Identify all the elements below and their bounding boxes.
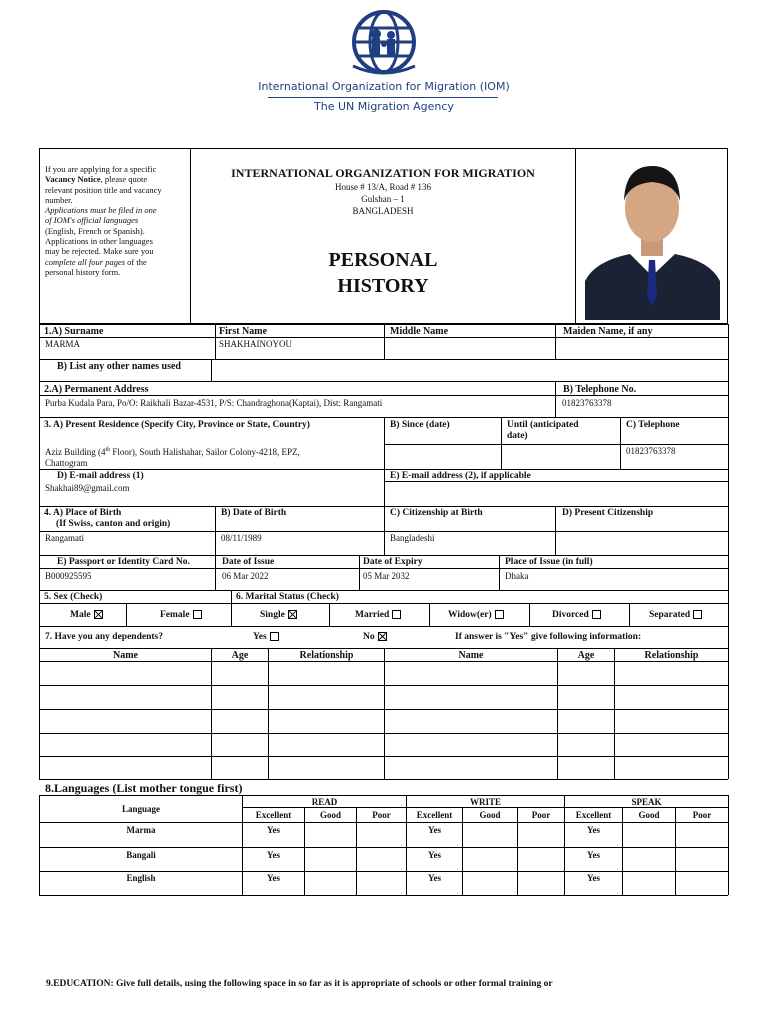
marital-single-option[interactable]: Single: [260, 610, 297, 621]
maiden-name-label: Maiden Name, if any: [563, 326, 653, 337]
lang-row-2-read[interactable]: Yes: [267, 850, 280, 860]
passport-field[interactable]: B000925595: [45, 571, 92, 581]
male-checkbox[interactable]: [94, 610, 103, 619]
maiden-name-field[interactable]: [556, 338, 727, 358]
passport-label: E) Passport or Identity Card No.: [57, 557, 190, 567]
applicant-photo: [585, 156, 720, 320]
present-citizenship-label: D) Present Citizenship: [562, 508, 654, 518]
present-telephone-label: C) Telephone: [626, 420, 680, 430]
lang-col-write: WRITE: [469, 797, 501, 807]
instructions: If you are applying for a specific Vacancy Notice, please quote relevant position title and vacancy number. Applications must be filed in one of IOM's official languages (English, French or Spanish). Applications in other languages may be rejected. Make sure you complete all four pages of the personal history form.: [45, 164, 162, 277]
dep-col-age-2: Age: [577, 650, 595, 661]
org-name-line: International Organization for Migration (IOM): [258, 80, 510, 93]
lang-row-1-speak[interactable]: Yes: [587, 825, 600, 835]
dependents-no-option[interactable]: No: [363, 632, 387, 643]
lang-row-3-write[interactable]: Yes: [428, 873, 441, 883]
email1-label: D) E-mail address (1): [57, 471, 144, 481]
marital-divorced-option[interactable]: Divorced: [552, 610, 601, 621]
date-of-birth-label: B) Date of Birth: [221, 508, 287, 518]
iom-globe-icon: [339, 8, 429, 80]
place-of-birth-label: 4. A) Place of Birth (If Swiss, canton and origin): [44, 508, 171, 529]
surname-field[interactable]: MARMA: [45, 339, 81, 349]
write-excellent: Excellent: [416, 810, 453, 820]
telephone-label: B) Telephone No.: [563, 384, 637, 395]
dep-col-rel-1: Relationship: [299, 650, 354, 661]
sex-female-option[interactable]: Female: [160, 610, 202, 621]
first-name-label: First Name: [219, 326, 268, 337]
married-checkbox[interactable]: [392, 610, 401, 619]
other-names-field[interactable]: [212, 360, 727, 380]
middle-name-field[interactable]: [385, 338, 554, 358]
read-excellent: Excellent: [255, 810, 292, 820]
sex-male-option[interactable]: Male: [70, 610, 103, 621]
lang-row-1-name: Marma: [126, 825, 156, 835]
permanent-address-label: 2.A) Permanent Address: [44, 384, 149, 395]
sex-label: 5. Sex (Check): [44, 592, 103, 602]
lang-row-1-read[interactable]: Yes: [267, 825, 280, 835]
lang-row-2-speak[interactable]: Yes: [587, 850, 600, 860]
other-names-label: B) List any other names used: [57, 361, 181, 372]
lang-row-3-name: English: [126, 873, 156, 883]
since-field[interactable]: [385, 445, 500, 468]
lang-row-3-speak[interactable]: Yes: [587, 873, 600, 883]
email2-field[interactable]: [385, 482, 727, 505]
write-good: Good: [479, 810, 501, 820]
marital-label: 6. Marital Status (Check): [236, 592, 339, 602]
form-title: PERSONAL: [328, 249, 438, 271]
until-label: Until (anticipated date): [507, 420, 579, 441]
lang-row-1-write[interactable]: Yes: [428, 825, 441, 835]
divorced-checkbox[interactable]: [592, 610, 601, 619]
telephone-field[interactable]: 01823763378: [562, 398, 612, 408]
present-residence-label: 3. A) Present Residence (Specify City, Province or State, Country): [44, 420, 310, 430]
since-label: B) Since (date): [390, 420, 450, 430]
date-of-birth-field[interactable]: 08/11/1989: [221, 533, 262, 543]
dependents-yes-checkbox[interactable]: [270, 632, 279, 641]
read-good: Good: [319, 810, 341, 820]
first-name-field[interactable]: SHAKHAINOYOU: [219, 339, 292, 349]
dependents-yes-option[interactable]: Yes: [253, 632, 279, 643]
lang-row-3-read[interactable]: Yes: [267, 873, 280, 883]
marital-married-option[interactable]: Married: [355, 610, 401, 621]
lang-col-language: Language: [121, 804, 160, 814]
dep-col-age-1: Age: [231, 650, 249, 661]
place-of-birth-field[interactable]: Rangamati: [45, 533, 84, 543]
dep-col-name-2: Name: [458, 650, 484, 661]
dep-col-rel-2: Relationship: [644, 650, 699, 661]
present-citizenship-field[interactable]: [556, 532, 727, 554]
widow-checkbox[interactable]: [495, 610, 504, 619]
lang-row-2-name: Bangali: [126, 850, 156, 860]
dependents-question: 7. Have you any dependents?: [45, 632, 163, 642]
iom-logo: [0, 8, 768, 85]
dependents-instructions: If answer is "Yes" give following information:: [455, 632, 642, 642]
languages-title: 8.Languages (List mother tongue first): [45, 781, 243, 795]
place-of-issue-label: Place of Issue (in full): [505, 557, 593, 567]
present-address-field[interactable]: Aziz Building (4th Floor), South Halishahar, Sailor Colony-4218, EPZ, Chattogram: [45, 447, 300, 468]
person-photo-icon: [585, 156, 720, 320]
marital-widow-option[interactable]: Widow(er): [448, 610, 504, 621]
dep-col-name-1: Name: [113, 650, 138, 661]
email1-field[interactable]: Shakhai89@gmail.com: [45, 483, 130, 493]
speak-excellent: Excellent: [575, 810, 612, 820]
lang-col-read: READ: [311, 797, 338, 807]
lang-row-2-write[interactable]: Yes: [428, 850, 441, 860]
write-poor: Poor: [531, 810, 551, 820]
present-telephone-field[interactable]: 01823763378: [626, 446, 676, 456]
marital-separated-option[interactable]: Separated: [649, 610, 702, 621]
surname-label: 1.A) Surname: [44, 326, 104, 337]
until-field[interactable]: [502, 445, 619, 468]
middle-name-label: Middle Name: [390, 326, 449, 337]
speak-good: Good: [638, 810, 660, 820]
logo-divider: [268, 97, 498, 98]
permanent-address-field[interactable]: Purba Kudala Para, Po/O: Raikhali Bazar-4531, P/S: Chandraghona(Kaptai), Dist: Rangamati: [45, 398, 383, 408]
read-poor: Poor: [372, 810, 391, 820]
speak-poor: Poor: [692, 810, 712, 820]
date-of-expiry-label: Date of Expiry: [363, 557, 423, 567]
place-of-issue-field[interactable]: Dhaka: [505, 571, 529, 581]
citizenship-birth-label: C) Citizenship at Birth: [390, 508, 483, 518]
org-title: INTERNATIONAL ORGANIZATION FOR MIGRATION: [231, 166, 535, 180]
citizenship-birth-field[interactable]: Bangladeshi: [390, 533, 435, 543]
agency-line: The UN Migration Agency: [314, 100, 454, 113]
education-instructions: 9.EDUCATION: Give full details, using the following space in so far as it is appropriate of schools or other formal training or: [46, 979, 553, 989]
single-checkbox[interactable]: [288, 610, 297, 619]
date-of-issue-label: Date of Issue: [222, 557, 275, 567]
lang-col-speak: SPEAK: [631, 797, 662, 807]
female-checkbox[interactable]: [193, 610, 202, 619]
dependents-no-checkbox[interactable]: [378, 632, 387, 641]
separated-checkbox[interactable]: [693, 610, 702, 619]
org-box: INTERNATIONAL ORGANIZATION FOR MIGRATION House # 13/A, Road # 136 Gulshan – 1 BANGLADESH PERSONAL HISTORY: [191, 166, 575, 299]
email2-label: E) E-mail address (2), if applicable: [390, 471, 531, 481]
date-of-expiry-field[interactable]: 05 Mar 2032: [363, 571, 410, 581]
date-of-issue-field[interactable]: 06 Mar 2022: [222, 571, 269, 581]
